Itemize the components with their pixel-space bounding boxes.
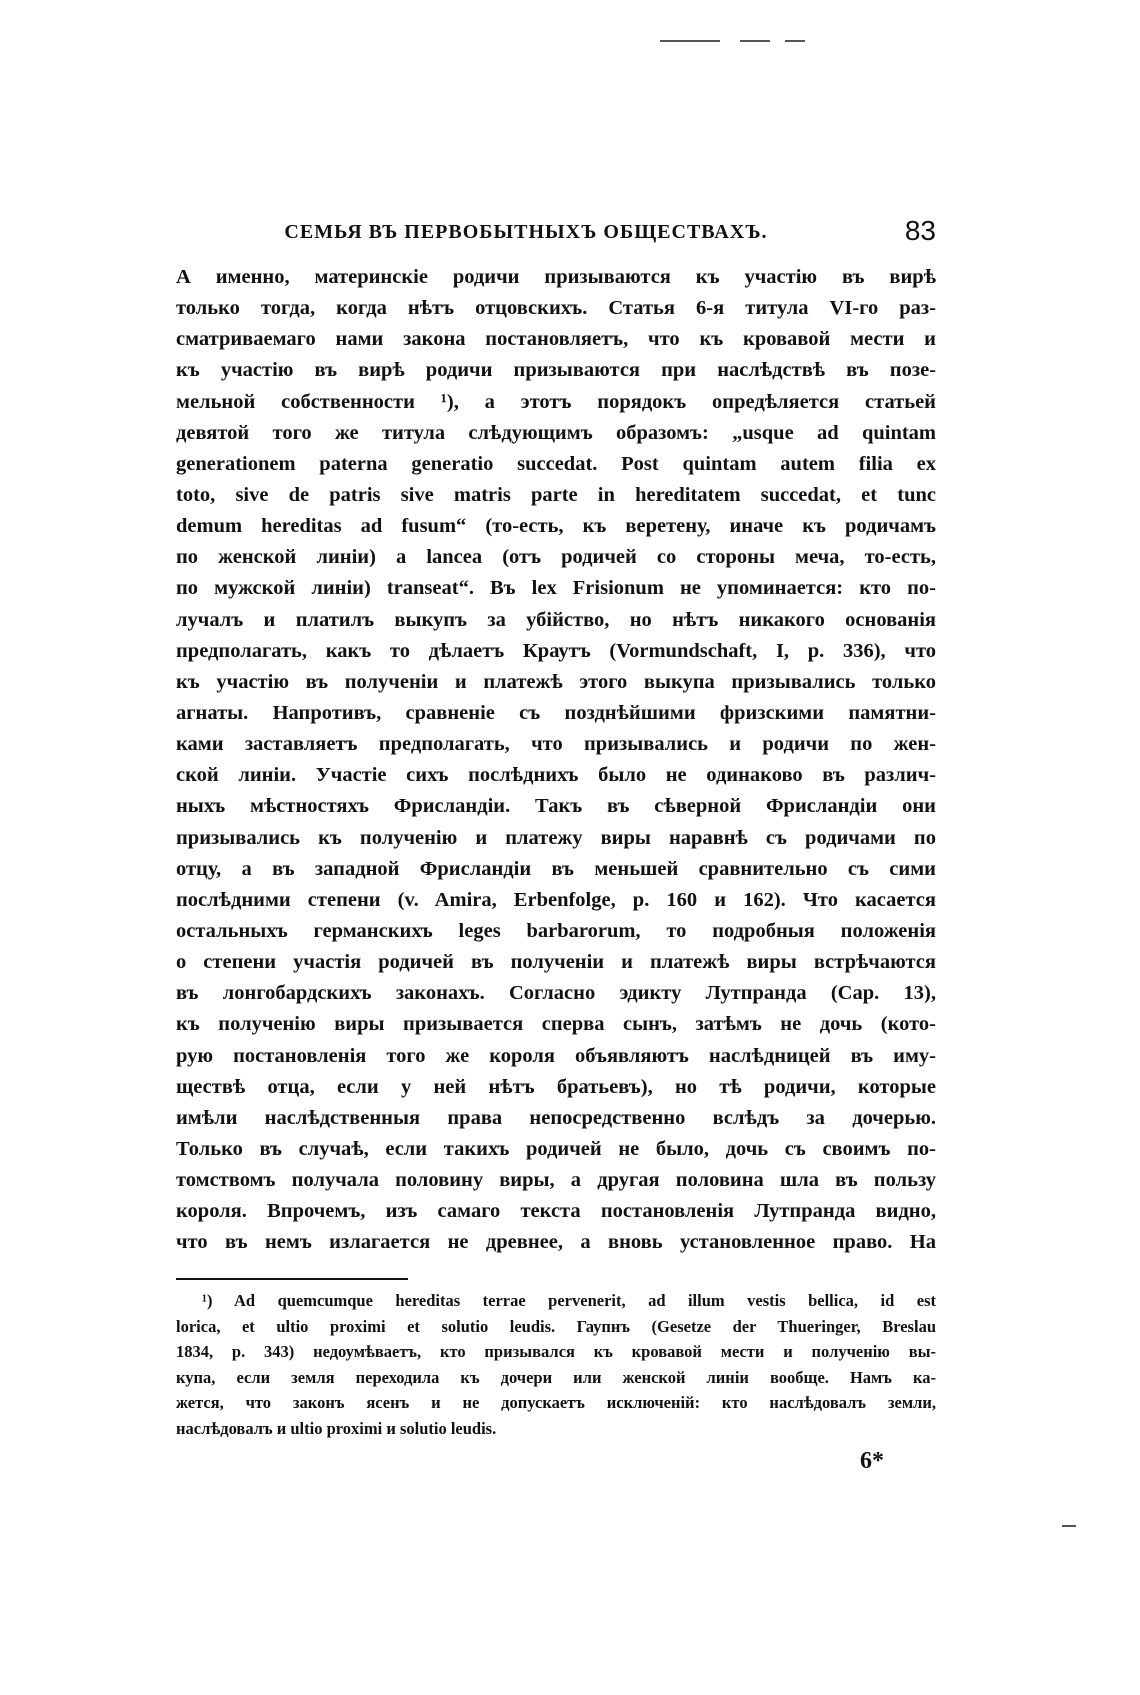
footnote [176,1288,936,1442]
text-line: имѣли наслѣдственныя права непосредственно вслѣдъ за дочерью. [176,1106,936,1129]
text-line: девятой того же титула слѣдующимъ образомъ: „usque ad quintam [176,421,936,444]
text-line: короля. Впрочемъ, изъ самаго текста постановленія Лутпранда видно, [176,1200,936,1223]
text-line: призывались къ полученію и платежу виры наравнѣ съ родичами по [176,826,936,849]
running-header [176,215,936,251]
text-line: въ лонгобардскихъ законахъ. Согласно эдикту Лутпранда (Cap. 13), [176,982,936,1005]
text-line: мельной собственности ¹), а этотъ порядокъ опредѣляется статьей [176,390,936,413]
text-line: рую постановленія того же короля объявляютъ наслѣдницей въ иму- [176,1044,936,1067]
text-line: А именно, материнскіе родичи призываются къ участію въ вирѣ [176,266,936,288]
text-line: остальныхъ германскихъ leges barbarorum, то подробныя положенія [176,919,936,942]
text-line: Только въ случаѣ, если такихъ родичей не было, дочь съ своимъ по- [176,1137,936,1160]
text-line: предполагать, какъ то дѣлаетъ Краутъ (Vormundschaft, I, p. 336), что [176,639,936,662]
text-line: къ участію въ полученіи и платежѣ этого выкупа призывались только [176,670,936,693]
text-line: лучалъ и платилъ выкупъ за убійство, но нѣтъ никакого основанія [176,608,936,631]
footnote-line: купа, если земля переходила къ дочери или женской линіи вообще. Намъ ка- [176,1367,936,1387]
text-line: сматриваемаго нами закона постановляетъ, что къ кровавой мести и [176,328,936,351]
text-line: generationem paterna generatio succedat. Post quintam autem filia ex [176,452,936,475]
text-line: toto, sive de patris sive matris parte in hereditatem succedat, et tunc [176,483,936,506]
footnote-line: ¹) Ad quemcumque hereditas terrae pervenerit, ad illum vestis bellica, id est [202,1291,936,1310]
signature-mark: 6* [860,1448,884,1474]
text-line: томствомъ получала половину виры, а другая половина шла въ пользу [176,1169,936,1192]
footnote-divider [176,1278,408,1280]
text-line: что въ немъ излагается не древнее, а вновь установленное право. На [176,1231,936,1254]
text-line: къ полученію виры призывается сперва сынъ, затѣмъ не дочь (кото- [176,1013,936,1036]
scan-mark [660,40,720,42]
text-line: послѣдними степени (v. Amira, Erbenfolge, p. 160 и 162). Что касается [176,888,936,911]
text-line: ской линіи. Участіе сихъ послѣднихъ было не одинаково въ различ- [176,764,936,787]
footnote-line: 1834, p. 343) недоумѣваетъ, кто призывался къ кровавой мести и полученію вы- [176,1342,936,1362]
scan-mark [785,40,805,42]
text-line: ныхъ мѣстностяхъ Фрисландіи. Такъ въ сѣверной Фрисландіи они [176,795,936,818]
footnote-line: lorica, et ultio proximi et solutio leudis. Гаупнъ (Gesetze der Thueringer, Breslau [176,1316,936,1336]
running-title: СЕМЬЯ ВЪ ПЕРВОБЫТНЫХЪ ОБЩЕСТВАХЪ. [284,221,768,243]
text-line: по женской линіи) а lancea (отъ родичей со стороны меча, то-есть, [176,546,936,569]
text-line: ками заставляетъ предполагать, что призывались и родичи по жен- [176,733,936,756]
text-line: только тогда, когда нѣтъ отцовскихъ. Статья 6-я титула VI-го раз- [176,297,936,320]
footnote-line: жется, что законъ ясенъ и не допускаетъ исключеній: кто наслѣдовалъ земли, [176,1393,936,1413]
text-line: demum hereditas ad fusum“ (то-есть, къ веретену, иначе къ родичамъ [176,515,936,538]
text-line: по мужской линіи) transeat“. Въ lex Frisionum не упоминается: кто по- [176,577,936,600]
body-text [176,262,936,1259]
text-line: о степени участія родичей въ полученіи и платежѣ виры встрѣчаются [176,951,936,974]
scan-mark [740,40,770,42]
text-line: къ участію въ вирѣ родичи призываются при наслѣдствѣ въ позе- [176,359,936,382]
text-line: агнаты. Напротивъ, сравненіе съ позднѣйшими фризскими памятни- [176,701,936,724]
footnote-line: наслѣдовалъ и ultio proximi и solutio leudis. [176,1418,497,1438]
text-line: отцу, а въ западной Фрисландіи въ меньшей сравнительно съ сими [176,857,936,880]
page-number: 83 [904,215,936,246]
scan-mark [1062,1525,1076,1527]
text-line: ществѣ отца, если у ней нѣтъ братьевъ), но тѣ родичи, которые [176,1075,936,1098]
